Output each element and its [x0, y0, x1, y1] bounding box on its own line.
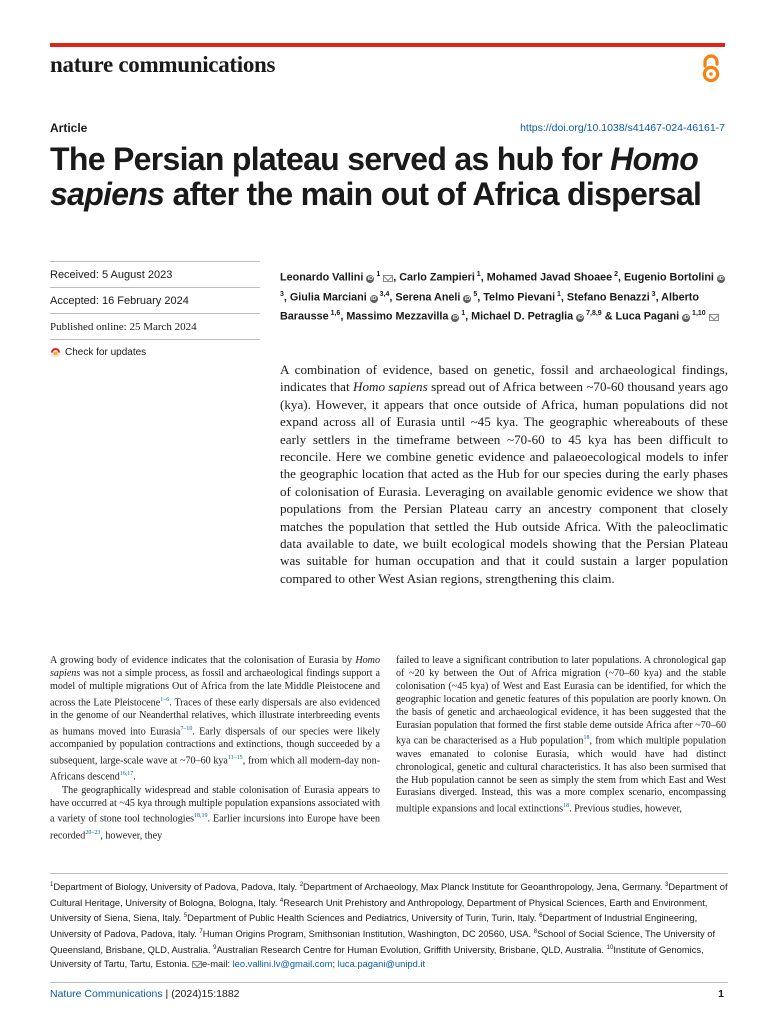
body-column-right [396, 655, 726, 817]
body-paragraph [396, 655, 726, 817]
published-date: Published online: 25 March 2024 [50, 321, 197, 333]
journal-brand[interactable]: nature communications [50, 52, 276, 77]
text-run: , from which multiple population waves emanated to colonise Eurasia, which would have had distinct chronological, genetic and cultural characteristics. It has also been surmised that the Hub population cannot be seen as simply the stem from which East and West Eurasians diverged. Instead, this was a more complex scenario, encompassing multiple expansions and local extinctions [396, 735, 727, 815]
title-species: Homo sapiens [50, 141, 699, 212]
reference-superscript: 18 [563, 803, 570, 810]
reference-superscript: 7 [199, 929, 203, 936]
meta-divider [50, 261, 260, 262]
author-affiliation: 1 [474, 271, 481, 278]
text-run: A growing body of evidence indicates that the colonisation of Eurasia by [50, 655, 356, 666]
reference-superscript: 1–6 [160, 696, 170, 703]
reference-superscript: 9 [213, 944, 217, 951]
email-link[interactable]: luca.pagani@unipd.it [337, 958, 426, 969]
text-run: Department of Cultural Heritage, University of Bologna, Bologna, Italy. [50, 882, 728, 908]
text-run: spread out of Africa between ~70-60 thousand years ago (kya). However, it appears that once outside of Africa, human populations did not expand across all of Eurasia until ~45 kya. The geographic whereabouts of these early settlers in the timeframe between ~70-60 to 45 kya has been difficult to reconcile. Here we combine genetic evidence and palaeoecological models to infer the geographic location that acted as the Hub for our species during the early phases of colonisation of Eurasia. Leveraging on available genomic evidence we show that populations from the Persian Plateau carry an ancestry component that closely matches the population that settled the Hub outside Africa. With the paleoclimatic data available to date, we built ecological models showing that the Persian Plateau was suitable for human occupation and that it could sustain a larger population compared to other West Asian regions, strengthening this claim. [280, 379, 728, 586]
author-affiliation: 1,10 [690, 310, 706, 318]
reference-superscript: 7–10 [180, 725, 193, 732]
author-separator: , [465, 310, 472, 323]
footer-divider [50, 982, 728, 983]
email-icon [192, 961, 202, 968]
author-affiliation: 1 [555, 291, 561, 299]
author-separator: , [560, 291, 567, 304]
author-affiliation: 5 [471, 291, 478, 299]
body-paragraph [50, 655, 380, 785]
reference-superscript: 6 [539, 913, 543, 920]
text-run: Department of Industrial Engineering, University of Padova, Padova, Italy. [50, 913, 698, 940]
email-link[interactable]: leo.vallini.lv@gmail.com [232, 958, 333, 969]
author-affiliation: 3 [649, 291, 656, 299]
reference-superscript: 1 [50, 882, 54, 888]
author-name[interactable]: Stefano Benazzi [566, 291, 650, 304]
text-run: . Previous studies, however, [569, 803, 682, 815]
orcid-icon[interactable]: iD [452, 314, 459, 321]
author-name[interactable]: Carlo Zampieri [399, 271, 475, 284]
email-icon[interactable] [383, 275, 393, 282]
check-updates-icon [50, 347, 61, 358]
reference-superscript: 5 [183, 913, 188, 920]
orcid-icon[interactable]: iD [370, 295, 377, 302]
reference-superscript: 3 [665, 882, 669, 888]
doi-link[interactable]: https://doi.org/10.1038/s41467-024-46161-7 [520, 122, 725, 134]
text-run: , however, they [100, 830, 163, 842]
text-run: Human Origins Program, Smithsonian Institution, Washington, DC 20560, USA. [202, 929, 534, 940]
text-run: Research Unit Prehistory and Anthropology, Department of Physical Sciences, Earth and Environment, University of Siena, Siena, Italy. [50, 897, 708, 924]
page-number: 1 [718, 988, 724, 1000]
reference-superscript: 4 [279, 897, 284, 904]
author-name[interactable]: Luca Pagani [615, 310, 680, 323]
author-separator: , [480, 271, 487, 284]
text-run: . Early dispersals of our species were likely accompanied by population contractions and extinctions, though succeeded by a subsequent, large-scale wave at ~70–60 kya [50, 726, 381, 767]
author-name[interactable]: Telmo Pievani [483, 291, 556, 304]
open-access-icon [700, 54, 722, 84]
abstract [280, 361, 728, 587]
text-run: A combination of evidence, based on genetic, fossil and archaeological findings, indicates that [280, 362, 728, 395]
text-run: was not a simple process, as fossil and archaeological findings support a model of multiple migrations Out of Africa from the late Middle Pleistocene and across the Late Pleistocene [50, 667, 380, 709]
text-run: , from which all modern-day non-Africans descend [50, 755, 380, 783]
text-run: ; [332, 958, 338, 969]
author-affiliation: 1 [374, 271, 381, 278]
author-separator: , [389, 291, 396, 304]
received-date: Received: 5 August 2023 [50, 269, 173, 281]
body-column-left [50, 655, 380, 843]
footer-citation [50, 988, 240, 1000]
text-run: The geographically widespread and stable colonisation of Eurasia appears to have occurred at ~45 kya through multiple population expansions associated with a variety of stone tool technologies [50, 784, 380, 825]
reference-superscript: 10 [606, 944, 614, 951]
text-run: Department of Public Health Sciences and Pediatrics, University of Turin, Turin, Italy. [187, 913, 540, 924]
meta-divider [50, 287, 260, 288]
author-separator: , [393, 271, 400, 284]
orcid-icon[interactable]: iD [464, 295, 471, 302]
author-affiliation: 3 [280, 291, 284, 299]
text-run: Department of Biology, University of Padova, Padova, Italy. [53, 882, 300, 893]
author-separator: & [601, 310, 616, 323]
orcid-icon[interactable]: iD [683, 314, 689, 321]
check-updates-label: Check for updates [65, 347, 147, 358]
article-type-label: Article [50, 121, 88, 135]
author-affiliation: 7,8,9 [584, 310, 602, 318]
reference-superscript: 8 [533, 929, 538, 936]
text-run: Institute of Genomics, University of Tartu, Tartu, Estonia. [50, 944, 704, 969]
footer-volume: | (2024)15:1882 [162, 988, 240, 1000]
author-name[interactable]: Leonardo Vallini [280, 271, 364, 284]
author-separator: , [617, 271, 624, 284]
author-name[interactable]: Massimo Mezzavilla [346, 310, 449, 323]
author-name[interactable]: Michael D. Petraglia [471, 310, 574, 323]
text-run: failed to leave a significant contribution to later populations. A chronological gap of ~20 ky between the Out of Africa migration (~70–60 kya) and the stable colonisation (~45 kya) of West and East Eurasia can be identified, for which the geographic location and genetic features of this population are poorly known. On the basis of genetic and archaeological evidence, it has been suggested that the Eurasian population that formed the first stable deme outside Africa after ~70–60 kya can be characterised as a Hub population [396, 655, 726, 747]
reference-superscript: 2 [299, 882, 304, 888]
title-part-1: The Persian plateau served as hub for [50, 141, 611, 177]
affiliations [50, 879, 730, 971]
author-separator: , [477, 291, 484, 304]
author-affiliation: 1,6 [328, 310, 341, 318]
italic-text: Homo sapiens [50, 655, 380, 679]
reference-superscript: 16,17 [119, 771, 134, 778]
body-paragraph [50, 785, 380, 843]
author-list [280, 267, 728, 325]
orcid-icon[interactable]: iD [367, 275, 374, 282]
title-part-2: after the main out of Africa dispersal [164, 176, 702, 212]
author-separator: , [283, 291, 290, 304]
orcid-icon[interactable]: iD [577, 314, 583, 321]
affiliations-divider [50, 873, 728, 874]
italic-text: Homo sapiens [353, 379, 428, 395]
meta-divider [50, 339, 260, 340]
text-run: Department of Archaeology, Max Planck Institute for Geoanthropology, Jena, Germany. [303, 882, 666, 893]
author-name[interactable]: Eugenio Bortolini [623, 271, 714, 284]
header-rule [50, 43, 725, 47]
text-run: . [133, 771, 136, 783]
meta-divider [50, 313, 260, 314]
text-run: . Traces of these early dispersals are also evidenced in the genome of our Neanderthal relatives, which illustrate interbreeding events as humans moved into Eurasia [50, 697, 380, 738]
reference-superscript: 18 [583, 735, 590, 742]
author-affiliation: 3,4 [377, 291, 390, 299]
footer-journal-link[interactable]: Nature Communications [50, 988, 163, 1000]
text-run: e-mail: [201, 958, 233, 969]
author-name[interactable]: Mohamed Javad Shoaee [486, 271, 613, 284]
orcid-icon[interactable]: iD [718, 275, 724, 282]
text-run: Australian Research Centre for Human Evolution, Griffith University, Brisbane, QLD, Australia. [216, 944, 607, 955]
author-name[interactable]: Giulia Marciani [289, 291, 367, 304]
email-icon[interactable] [709, 314, 719, 321]
reference-superscript: 20–23 [85, 829, 101, 836]
author-affiliation: 2 [612, 271, 618, 278]
author-affiliation: 1 [459, 310, 466, 318]
check-updates-button[interactable] [50, 347, 146, 358]
author-separator: , [655, 291, 662, 304]
reference-superscript: 18,19 [194, 813, 208, 820]
reference-superscript: 11–15 [227, 755, 243, 762]
text-run: . Earlier incursions into Europe have been recorded [50, 813, 380, 842]
author-name[interactable]: Serena Aneli [395, 291, 461, 304]
author-separator: , [340, 310, 347, 323]
text-run: School of Social Science, The University of Queensland, Brisbane, QLD, Australia. [50, 929, 716, 955]
accepted-date: Accepted: 16 February 2024 [50, 295, 189, 307]
author-name[interactable]: Alberto Barausse [280, 291, 699, 323]
article-title [50, 142, 740, 212]
